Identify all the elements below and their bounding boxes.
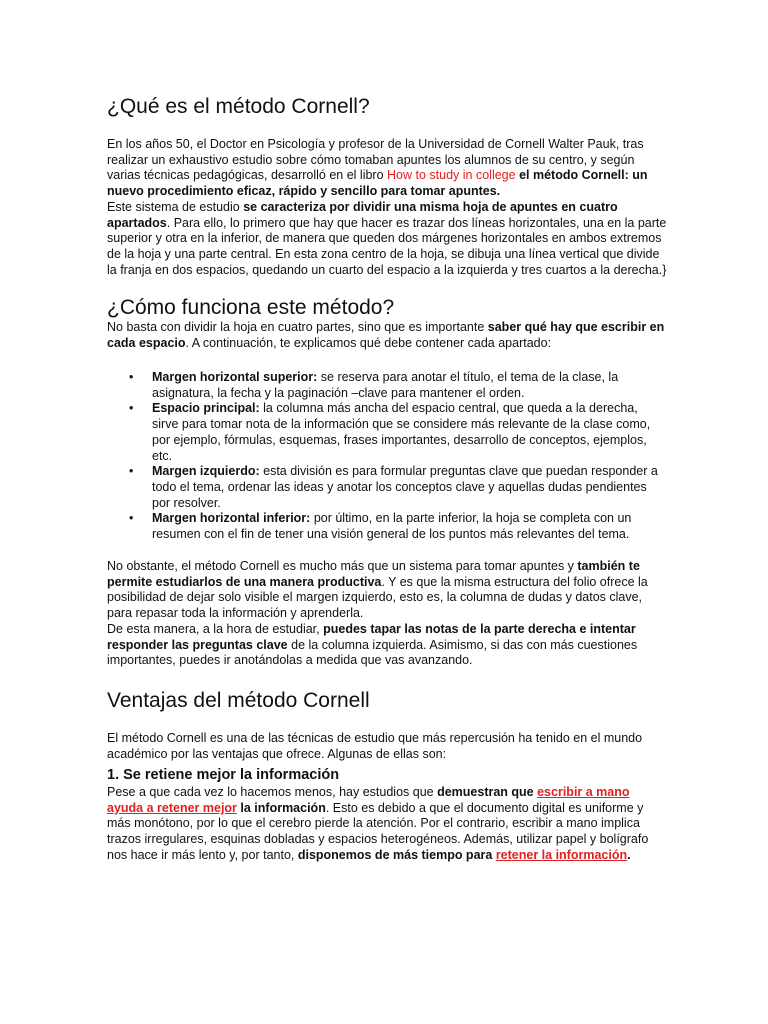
paragraph-no-obstante [107,559,667,622]
bullet-icon: • [129,370,134,384]
paragraph-intro-funciona [107,320,667,351]
heading-como-funciona: ¿Cómo funciona este método? [107,296,395,319]
link-how-to-study[interactable]: How to study in college [387,168,516,183]
heading-ventajas: Ventajas del método Cornell [107,689,370,712]
bullet-icon: • [129,511,134,526]
paragraph-text: . A continuación, te explicamos qué debe contener cada apartado: [185,335,552,350]
bold-text: Margen horizontal inferior: [152,511,311,526]
bullet-icon: • [129,464,134,479]
paragraph-text: . Esto es debido a que el documento digital es uniforme y más monótono, por lo que el cerebro pierde la atención. Por el contrario, escribir a mano implica trazos irregulares, esquinas dobladas y espacios heterogéneos. Además, utilizar papel y bolígrafo nos hace ir más lento y, por tanto, [107,800,649,862]
bold-text: demuestran que [437,785,538,799]
paragraph-pese [107,785,667,864]
heading-que-es: ¿Qué es el método Cornell? [107,95,370,118]
list-item-text: esta división es para formular preguntas clave que puedan responder a todo el tema, ordenar las ideas y anotar los conceptos clave y aquellas dudas pendientes por resolver. [152,464,658,510]
bold-text: . [627,847,631,862]
paragraph-text: No obstante, el método Cornell es mucho más que un sistema para tomar apuntes y [107,559,578,573]
paragraph-de-esta-manera [107,622,667,669]
paragraph-text: Este sistema de estudio [107,200,244,214]
bold-text: saber qué hay que escribir en cada espacio [107,320,665,350]
paragraph-text: . Para ello, lo primero que hay que hacer es trazar dos líneas horizontales, una en la parte superior y otra en la inferior, de manera que queden dos márgenes horizontales en ambos extremos de la hoja y una parte central. En esta zona centro de la hoja, se dibuja una línea vertical que divide la franja en dos espacios, quedando un cuarto del espacio a la izquierda y tres cuartos a la derecha.} [107,215,667,277]
bold-text: también te permite estudiarlos de una manera productiva [107,559,640,589]
bold-text: se caracteriza por dividir una misma hoja de apuntes en cuatro apartados [107,200,618,230]
list-item [107,511,662,542]
bold-text: Espacio principal: [152,401,260,416]
list-item [107,401,662,464]
paragraph-text: . Y es que la misma estructura del folio ofrece la posibilidad de dejar solo visible el margen izquierdo, esto es, la columna de dudas y datos clave, para repasar toda la información y aprenderla. [107,574,648,621]
bold-text: puedes tapar las notas de la parte derecha e intentar responder las preguntas clave [107,622,636,652]
paragraph-text: De esta manera, a la hora de estudiar, [107,622,324,636]
list-item-text: la columna más ancha del espacio central, que queda a la derecha, sirve para tomar nota de la información que se considere más relevante de la clase como, por ejemplo, fórmulas, esquemas, frases importantes, desarrollo de conceptos, ejemplos, etc. [152,401,651,463]
bullet-icon: • [129,401,134,416]
bold-text: el método Cornell: un nuevo procedimiento eficaz, rápido y sencillo para tomar apuntes. [107,168,648,199]
paragraph-text: de la columna izquierda. Asimismo, si das con más cuestiones importantes, puedes ir anotándolas a medida que vas avanzando. [107,637,638,668]
bold-text: Margen horizontal superior: [152,370,318,384]
bold-text: la información [236,800,326,815]
paragraph-text: En los años 50, el Doctor en Psicología y profesor de la Universidad de Cornell Walter Pauk, tras realizar un exhaustivo estudio sobre cómo tomaban apuntes los alumnos de su centro, y según varias técnicas pedagógicas, desarrolló en el libro [107,137,644,183]
list-item-text: se reserva para anotar el título, el tema de la clase, la asignatura, la fecha y la paginación –clave para mantener el orden. [152,370,619,400]
paragraph-origen [107,137,667,200]
paragraph-sistema [107,200,667,279]
paragraph-intro-ventajas: El método Cornell es una de las técnicas de estudio que más repercusión ha tenido en el mundo académico por las ventajas que ofrece. Algunas de ellas son: [107,731,643,761]
bold-text: Margen izquierdo: [152,464,260,479]
list-item [107,464,662,511]
bullet-list-apartados [107,370,662,543]
subheading-retiene: 1. Se retiene mejor la información [107,767,340,783]
list-item [107,370,662,401]
link-retener-informacion[interactable]: retener la información [495,847,628,862]
list-item-text: por último, en la parte inferior, la hoja se completa con un resumen con el fin de tener una visión general de los puntos más relevantes del tema. [152,511,632,542]
link-escribir-a-mano[interactable]: escribir a mano ayuda a retener mejor [107,785,630,815]
bold-text: disponemos de más tiempo para [297,847,496,862]
paragraph-text: Pese a que cada vez lo hacemos menos, hay estudios que [107,785,438,799]
paragraph-text: No basta con dividir la hoja en cuatro partes, sino que es importante [107,320,488,334]
